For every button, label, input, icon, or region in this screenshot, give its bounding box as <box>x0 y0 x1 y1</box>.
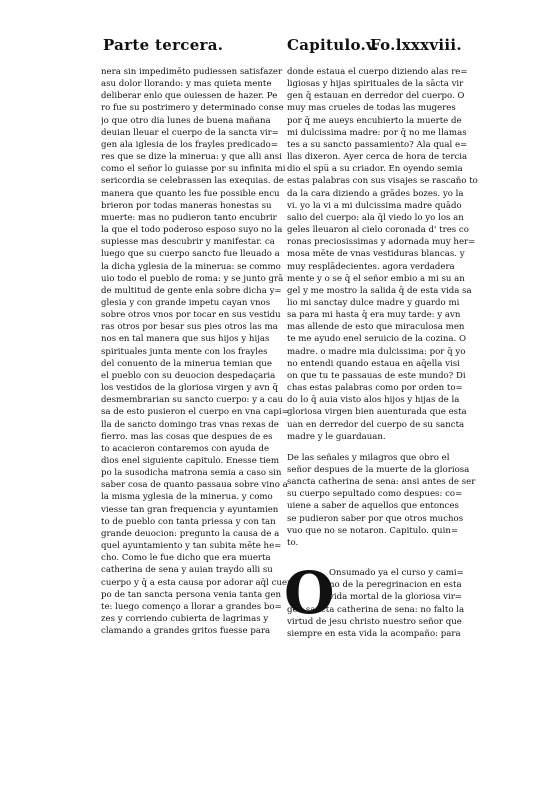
text-line: cuerpo y q̄ a esta causa por adorar aq̄l cuer <box>101 577 292 588</box>
text-line: res que se dize la minerua: y que alli ansi <box>101 152 282 163</box>
text-line: te me ayudo enel seruicio de la cozina. O <box>287 334 467 345</box>
text-line: sa de esto pusieron el cuerpo en vna capi= <box>101 407 289 418</box>
text-line: el pueblo con su deuocion despedaçaria <box>101 370 276 381</box>
text-line: salio del cuerpo: ala q̄l viedo lo yo los an <box>287 212 464 223</box>
text-line: deliberar enlo que ouiessen de hazer. Pe <box>101 91 278 102</box>
text-line: fierro. mas las cosas que despues de es <box>101 431 273 442</box>
text-line: madre y le guardauan. <box>287 431 386 442</box>
text-line: la dicha yglesia de la minerua: se commo <box>101 261 281 272</box>
text-line: tes a su sancto passamiento? Ala qual e= <box>287 139 468 150</box>
text-line: mi dulcissima madre: por q̄ no me llamas <box>287 127 467 138</box>
text-line: mosa mēte de vnas vestiduras blancas. y <box>287 249 465 260</box>
text-line: por q̄ me aueys encubierto la muerte de <box>287 115 462 126</box>
text-line: ligiosas y hijas spirituales de la sācta vir <box>287 79 464 90</box>
text-line: gloriosa virgen bien auenturada que esta <box>287 407 467 418</box>
right-text-column <box>284 66 484 640</box>
text-line: grande deuocion: pregunto la causa de a <box>101 528 280 539</box>
text-line: muy mas crueles de todas las mugeres <box>287 103 456 114</box>
text-line: dios enel siguiente capitulo. Enesse tiem <box>101 456 279 466</box>
text-line: los vestidos de la gloriosa virgen y avn q̄ <box>101 383 278 394</box>
text-line: siempre en esta vida la acompaño: para <box>287 628 461 639</box>
text-line: ronas preciosissimas y adornada muy her= <box>287 237 476 248</box>
text-line: to acacieron contaremos con ayuda de <box>101 443 270 454</box>
text-line: gen q̄ estauan en derredor del cuerpo. O <box>287 91 465 102</box>
chapter-opening <box>284 559 484 640</box>
text-line: saber cosa de quanto passaua sobre vino a <box>101 480 288 491</box>
text-line: la misma yglesia de la minerua. y como <box>101 492 273 503</box>
text-line: to. <box>287 537 299 548</box>
text-line: to de pueblo con tanta priessa y con tan <box>101 516 276 527</box>
text-line: po de tan sancta persona venia tanta gen <box>101 589 282 600</box>
text-line: del conuento de la minerua temian que <box>101 358 272 369</box>
text-line: te: luego començo a llorar a grandes bo= <box>101 601 282 612</box>
text-line: clamando a grandes gritos fuesse para <box>101 626 271 637</box>
text-line: desmembrarian su sancto cuerpo: y a cau <box>101 395 284 406</box>
folio-number: Fo.lxxxviii. <box>370 36 462 54</box>
text-line: mas allende de esto que miraculosa men <box>287 322 465 333</box>
text-line: do lo q̄ auia visto alos hijos y hijas de la <box>287 395 460 406</box>
text-line: chas estas palabras como por orden to= <box>287 383 463 394</box>
text-line: vi. yo la vi a mi dulcissima madre quādo <box>287 200 462 211</box>
part-title: Parte tercera. <box>103 36 224 54</box>
text-line: nera sin impedimēto pudiessen satisfazer <box>101 67 283 77</box>
text-line: uan en derredor del cuerpo de su sancta <box>287 419 465 430</box>
text-line: uio todo el pueblo de roma: y se junto grā <box>101 273 284 284</box>
text-line: gel y me mostro la salida q̄ de esta vida sa <box>287 285 472 296</box>
narrative-text <box>287 66 484 443</box>
text-line: spirituales junta mente con los frayles <box>101 346 268 357</box>
text-line: quel ayuntamiento y tan subita mēte he= <box>101 541 282 552</box>
text-line: on que tu te passauas de este mundo? Di <box>287 370 466 381</box>
text-line: lla de sancto domingo tras vnas rexas de <box>101 419 279 430</box>
text-line: de multitud de gente enla sobre dicha y= <box>101 285 282 296</box>
text-line: zes y corriendo cubierta de lagrimas y <box>101 614 269 625</box>
text-line: uiene a saber de aquellos que entonces <box>287 501 459 512</box>
text-line: señor despues de la muerte de la gloriosa <box>287 465 470 475</box>
text-line: sobre otros vnos por tocar en sus vestidu <box>101 310 281 321</box>
text-line: vida mortal de la gloriosa vir= <box>329 592 463 603</box>
text-line: madre. o madre mia dulcissima: por q̄ yo <box>287 346 466 357</box>
text-line: la que el todo poderoso esposo suyo no la <box>101 225 283 236</box>
drop-cap-initial: O <box>284 559 335 628</box>
running-header <box>0 36 551 60</box>
text-line: sericordia se celebrassen las exequias. de <box>101 176 284 187</box>
text-line: mente y o se q̄ el señor embio a mi su an <box>287 273 465 284</box>
text-line: ras otros por besar sus pies otros las ma <box>101 322 278 333</box>
text-line: virtud de jesu christo nuestro señor que <box>287 616 462 627</box>
text-line: como el señor lo guiasse por su infinita mi <box>101 164 286 175</box>
chapter-summary <box>287 452 484 549</box>
text-line: sancta catherina de sena: ansi antes de ser <box>287 477 476 488</box>
chapter-heading: Capitulo.v. <box>287 36 380 54</box>
text-line: se pudieron saber por que otros muchos <box>287 513 464 524</box>
text-line: luego que su cuerpo sancto fue lleuado a <box>101 249 280 260</box>
text-line: catherina de sena y auian traydo alli su <box>101 565 273 576</box>
text-line: asu dolor llorando: y mas quieta mente <box>101 79 272 90</box>
text-line: po la susodicha matrona semia a caso sin <box>101 468 282 479</box>
text-line: da la cara diziendo a grādes bozes. yo la <box>287 188 464 199</box>
text-line: Onsumado ya el curso y cami= <box>329 568 464 579</box>
text-line: glesia y con grande impetu cayan vnos <box>101 297 271 308</box>
text-line: su cuerpo sepultado como despues: co= <box>287 489 463 500</box>
text-line: gen sancta catherina de sena: no falto la <box>287 604 465 615</box>
text-line: cho. Como le fue dicho que era muerta <box>101 553 271 564</box>
text-line: gen ala iglesia de los frayles predicado= <box>101 139 279 150</box>
text-line: dio el spu̅ a su criador. En oyendo semia <box>287 164 463 175</box>
text-line: no entendi quando estaua en aq̄ella visi <box>287 358 460 369</box>
text-line: supiesse mas descubrir y manifestar. ca <box>101 237 275 248</box>
text-line: deuian lleuar el cuerpo de la sancta vir= <box>101 127 279 138</box>
text-line: no de la peregrinacion en esta <box>329 580 462 591</box>
text-line: lio mi sanctay dulce madre y guardo mi <box>287 297 460 308</box>
text-line: geles lleuaron al cielo coronada d' tres co <box>287 225 469 236</box>
text-line: muerte: mas no pudieron tanto encubrir <box>101 212 277 223</box>
left-text-column <box>101 66 297 637</box>
text-line: brieron por todas maneras honestas su <box>101 200 272 211</box>
text-line: vuo que no se notaron. Capitulo. quin= <box>287 525 459 536</box>
text-line: viesse tan gran frequencia y ayuntamien <box>101 504 279 515</box>
text-line: jo que otro dia lunes de buena mañana <box>101 115 271 126</box>
text-line: ro fue su postrimero y determinado conse <box>101 103 284 114</box>
text-line: llas dixeron. Ayer cerca de hora de tercia <box>287 152 468 163</box>
text-line: manera que quanto les fue possible encu <box>101 188 280 199</box>
text-line: estas palabras con sus visajes se rascaño to <box>287 176 478 187</box>
text-line: sa para mi hasta q̄ era muy tarde: y avn <box>287 310 461 321</box>
text-line: donde estaua el cuerpo diziendo alas re= <box>287 67 468 77</box>
text-line: De las señales y milagros que obro el <box>287 452 450 463</box>
text-line: nos en tal manera que sus hijos y hijas <box>101 334 270 345</box>
text-line: muy resplādecientes. agora verdadera <box>287 261 455 272</box>
